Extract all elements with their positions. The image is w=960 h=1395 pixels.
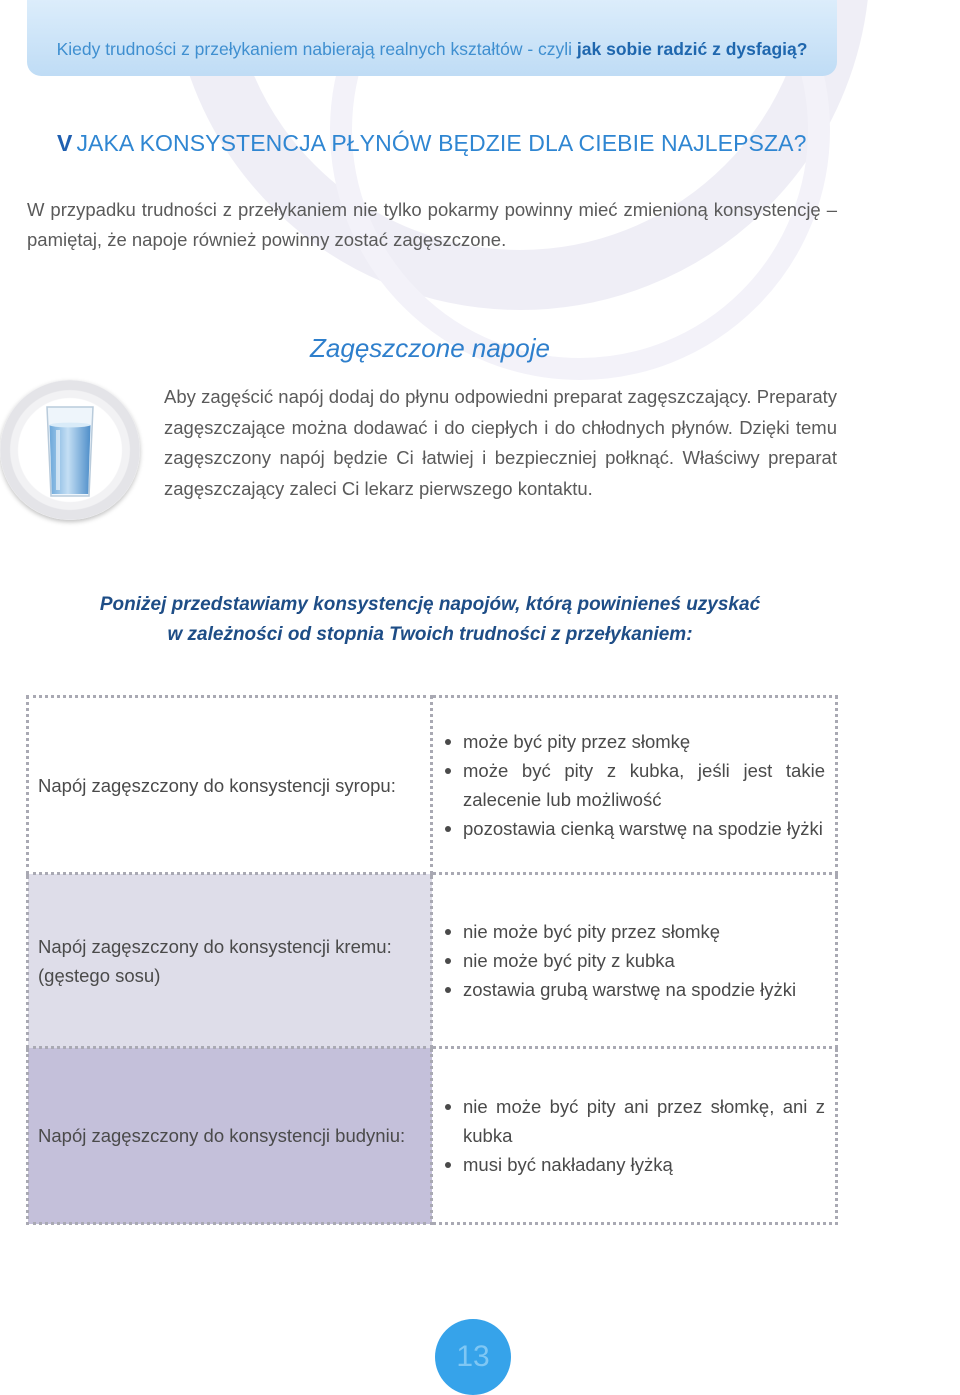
list-item: może być pity z kubka, jeśli jest takie zalecenie lub możliwość [439,756,825,814]
consistency-label: Napój zagęszczony do konsystencji syropu: [28,697,432,874]
table-row [28,1048,837,1224]
lead-line-1: Poniżej przedstawiamy konsystencję napojów, którą powinieneś uzyskać [99,594,761,615]
list-item: nie może być pity przez słomkę [439,917,825,946]
consistency-lead [0,590,860,650]
consistency-properties [432,1048,837,1224]
thickened-drinks-heading: Zagęszczone napoje [310,333,550,363]
table-row [28,874,837,1048]
section-title [57,130,806,157]
section-number: V [57,130,73,156]
page-header [27,0,837,76]
consistency-properties [432,874,837,1048]
list-item: pozostawia cienką warstwę na spodzie łyżki [439,814,825,843]
table-row [28,697,837,874]
list-item: może być pity przez słomkę [439,727,825,756]
list-item: musi być nakładany łyżką [439,1150,825,1179]
lead-line-2: w zależności od stopnia Twoich trudności z przełykaniem: [167,624,693,645]
section-title-text: JAKA KONSYSTENCJA PŁYNÓW BĘDZIE DLA CIEBIE NAJLEPSZA? [76,130,807,156]
consistency-table [26,695,838,1225]
list-item: nie może być pity ani przez słomkę, ani z kubka [439,1092,825,1150]
intro-paragraph: W przypadku trudności z przełykaniem nie tylko pokarmy powinny mieć zmienioną konsystencję – pamiętaj, że napoje również powinny zostać zagęszczone. [27,199,837,250]
header-text-bold: jak sobie radzić z dysfagią? [576,39,808,59]
page-number: 13 [435,1319,511,1395]
water-glass-icon [44,405,96,504]
header-text: Kiedy trudności z przełykaniem nabierają realnych kształtów - czyli [56,39,577,59]
consistency-properties [432,697,837,874]
consistency-label: Napój zagęszczony do konsystencji budyniu: [28,1048,432,1224]
list-item: nie może być pity z kubka [439,946,825,975]
list-item: zostawia grubą warstwę na spodzie łyżki [439,975,825,1004]
consistency-label: Napój zagęszczony do konsystencji kremu: (gęstego sosu) [28,874,432,1048]
thickened-drinks-paragraph: Aby zagęścić napój dodaj do płynu odpowiedni preparat zagęszczający. Preparaty zagęszczające można dodawać i do ciepłych i do chłodnych płynów. Dzięki temu zagęszczony napój będzie Ci łatwiej i bezpieczniej połknąć. Właściwy preparat zagęszczający zaleci Ci lekarz pierwszego kontaktu. [164,386,837,499]
